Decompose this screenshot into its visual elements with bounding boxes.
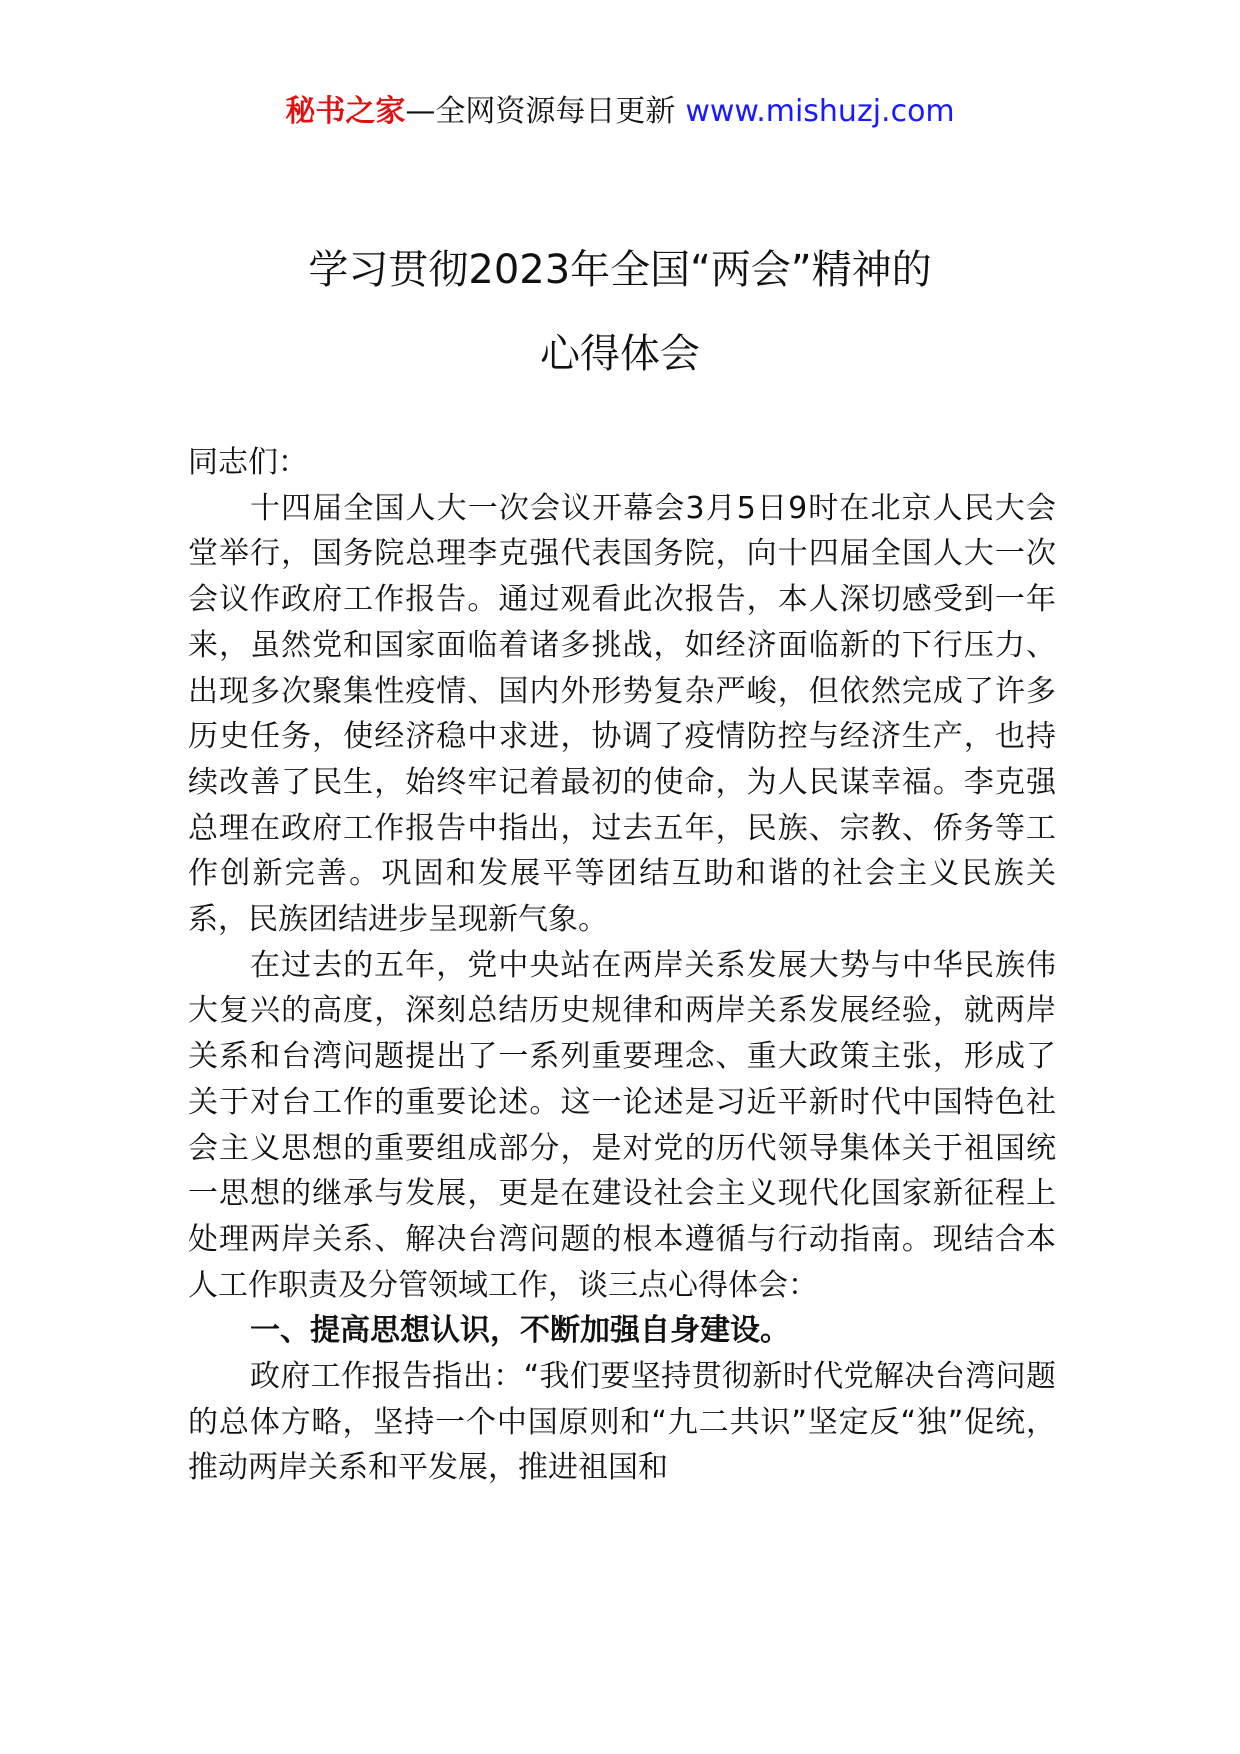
body-paragraph: 十四届全国人大一次会议开幕会3月5日9时在北京人民大会堂举行，国务院总理李克强代表国务院，向十四届全国人大一次会议作政府工作报告。通过观看此次报告，本人深切感受到一年来，虽然党和国家面临着诸多挑战，如经济面临新的下行压力、出现多次聚集性疫情、国内外形势复杂严峻，但依然完成了许多历史任务，使经济稳中求进，协调了疫情防控与经济生产，也持续改善了民生，始终牢记着最初的使命，为人民谋幸福。李克强总理在政府工作报告中指出，过去五年，民族、宗教、侨务等工作创新完善。巩固和发展平等团结互助和谐的社会主义民族关系，民族团结进步呈现新气象。 [188, 490, 1056, 938]
section-paragraph: 政府工作报告指出：“我们要坚持贯彻新时代党解决台湾问题的总体方略，坚持一个中国原则和“九二共识”坚定反“独”促统，推动两岸关系和平发展，推进祖国和 [188, 1359, 1056, 1486]
section-heading: 一、提高思想认识，不断加强自身建设。 [250, 1313, 790, 1349]
site-url-link[interactable]: www.mishuzj.com [685, 94, 955, 129]
body-paragraph: 在过去的五年，党中央站在两岸关系发展大势与中华民族伟大复兴的高度，深刻总结历史规律和两岸关系发展经验，就两岸关系和台湾问题提出了一系列重要理念、重大政策主张，形成了关于对台工作的重要论述。这一论述是习近平新时代中国特色社会主义思想的重要组成部分，是对党的历代领导集体关于祖国统一思想的继承与发展，更是在建设社会主义现代化国家新征程上处理两岸关系、解决台湾问题的根本遵循与行动指南。现结合本人工作职责及分管领域工作，谈三点心得体会： [188, 947, 1056, 1303]
site-header [0, 92, 1240, 132]
site-brand: 秘书之家 [285, 94, 406, 129]
site-tagline: —全网资源每日更新 [405, 94, 676, 129]
document-body [188, 440, 1056, 1491]
document-title [0, 228, 1240, 396]
salutation: 同志们： [188, 445, 308, 480]
title-line-2: 心得体会 [540, 331, 700, 377]
title-line-1: 学习贯彻2023年全国“两会”精神的 [308, 247, 932, 293]
